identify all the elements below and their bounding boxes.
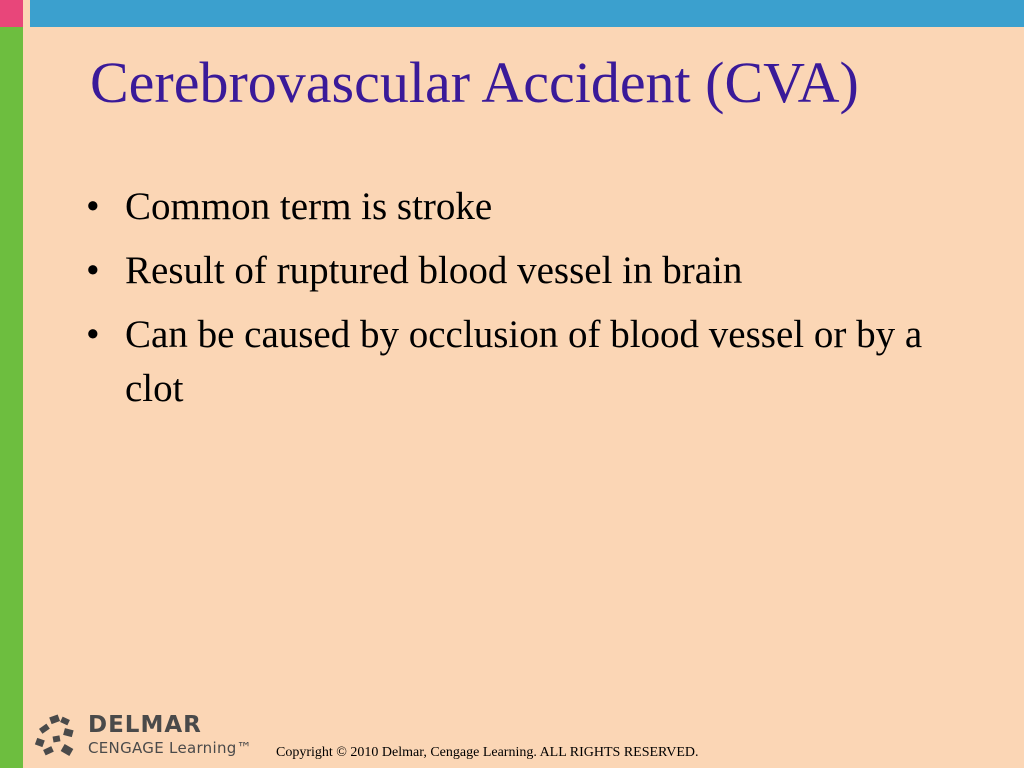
- left-accent-bar: [0, 27, 23, 768]
- bullet-item: [82, 244, 942, 298]
- corner-gap: [23, 0, 30, 27]
- bullet-dot-icon: •: [86, 185, 100, 228]
- bullet-item: [82, 308, 942, 416]
- bullet-text: Result of ruptured blood vessel in brain: [125, 249, 743, 292]
- bullet-dot-icon: •: [86, 313, 100, 356]
- logo-text-delmar: DELMAR: [88, 712, 202, 738]
- bullet-item: [82, 180, 942, 234]
- bullet-list: [82, 180, 942, 426]
- corner-accent-square: [0, 0, 23, 27]
- bullet-text: Can be caused by occlusion of blood vessel or by a clot: [125, 313, 923, 410]
- bullet-text: Common term is stroke: [125, 185, 493, 228]
- top-accent-bar: [30, 0, 1024, 27]
- copyright-notice: Copyright © 2010 Delmar, Cengage Learning. ALL RIGHTS RESERVED.: [276, 745, 699, 760]
- delmar-logo-mark-icon: [34, 714, 80, 758]
- publisher-logo: [34, 712, 264, 760]
- logo-text-cengage: CENGAGE Learning™: [88, 739, 252, 757]
- bullet-dot-icon: •: [86, 249, 100, 292]
- slide-title: Cerebrovascular Accident (CVA): [90, 50, 859, 115]
